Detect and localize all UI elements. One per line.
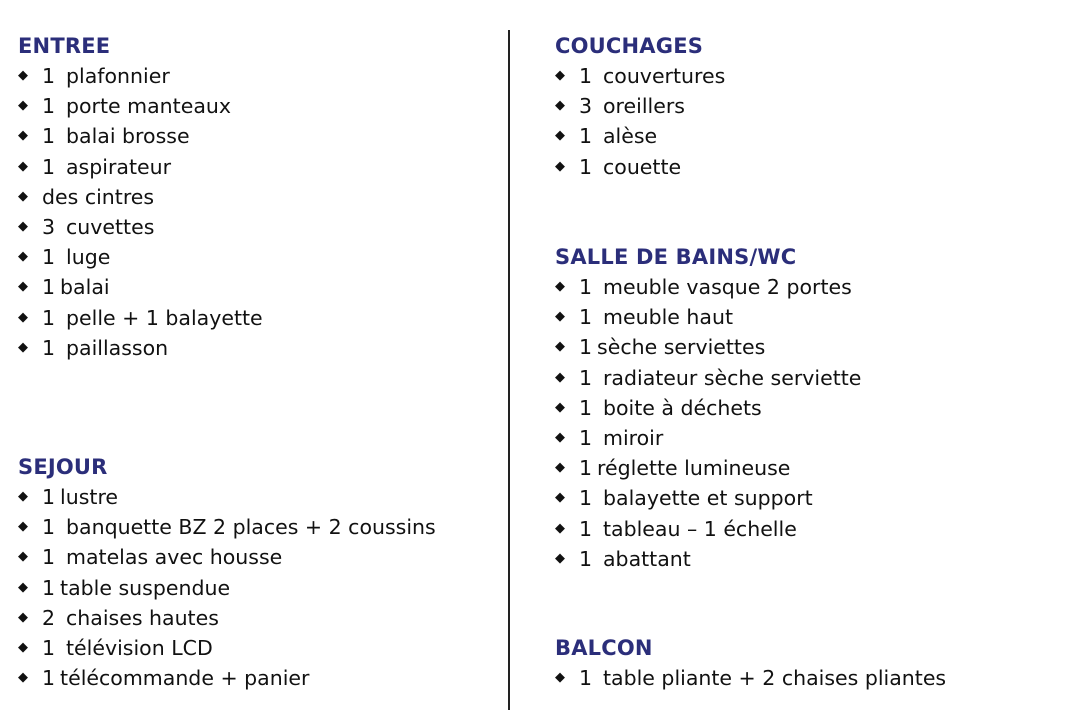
item-quantity: 1 [579,305,593,330]
item-label: paillasson [66,335,169,360]
bullet-icon: ◆ [18,279,28,295]
bullet-icon: ◆ [18,218,28,234]
item-quantity: 1 [579,395,593,420]
bullet-icon: ◆ [18,519,28,535]
item-quantity: 1 [579,154,593,179]
bullet-icon: ◆ [555,550,565,566]
item-quantity: 1 [42,275,56,300]
item-label: balayette et support [603,486,813,511]
item-label: abattant [603,546,691,571]
section-couchages [555,31,725,182]
section-title-entree: ENTREE [18,34,111,58]
item-label: couette [603,154,682,179]
bullet-icon: ◆ [18,98,28,114]
list-item [555,272,861,302]
bullet-icon: ◆ [18,309,28,325]
item-label: tableau – 1 échelle [603,516,797,541]
item-quantity: 1 [579,456,593,481]
item-quantity: 1 [579,124,593,149]
list-item [18,603,436,633]
item-list-sejour [18,482,436,693]
item-label: sèche serviettes [597,335,766,360]
bullet-icon: ◆ [555,309,565,325]
item-quantity: 1 [579,64,593,88]
item-list-salle-de-bains [555,272,861,574]
item-quantity: 1 [42,635,56,660]
item-label: luge [66,245,111,270]
item-quantity: 1 [42,305,56,330]
item-quantity: 1 [42,64,56,88]
item-list-balcon [555,663,946,693]
item-label: radiateur sèche serviette [603,365,862,390]
list-item [18,242,263,272]
list-item [555,483,861,513]
bullet-icon: ◆ [18,489,28,504]
bullet-icon: ◆ [18,68,28,83]
list-item [555,663,946,693]
item-label: table suspendue [60,575,231,600]
item-label: boite à déchets [603,395,762,420]
item-label: couvertures [603,64,726,88]
item-quantity: 1 [42,515,56,540]
list-item [18,91,263,121]
section-title-balcon: BALCON [555,636,653,660]
section-sejour [18,452,436,693]
item-label: des cintres [42,184,155,209]
item-label: miroir [603,425,664,450]
list-item [18,121,263,151]
section-salle-de-bains [555,242,861,574]
item-quantity: 2 [42,605,56,630]
item-label: matelas avec housse [66,545,283,570]
bullet-icon: ◆ [18,249,28,265]
item-quantity: 1 [42,575,56,600]
bullet-icon: ◆ [555,98,565,114]
item-quantity: 1 [579,486,593,511]
item-label: télévision LCD [66,635,213,660]
bullet-icon: ◆ [555,279,565,294]
list-item [18,573,436,603]
list-item [555,152,725,182]
section-title-sejour: SEJOUR [18,455,108,479]
item-quantity: 1 [579,546,593,571]
section-balcon [555,633,946,693]
item-quantity: 1 [579,365,593,390]
item-quantity: 1 [42,485,56,509]
item-label: table pliante + 2 chaises pliantes [603,666,947,690]
list-item [555,544,861,574]
bullet-icon: ◆ [555,520,565,536]
list-item [18,542,436,572]
item-quantity: 1 [42,154,56,179]
item-label: banquette BZ 2 places + 2 coussins [66,515,436,540]
item-label: chaises hautes [66,605,219,630]
list-item [555,393,861,423]
bullet-icon: ◆ [555,670,565,685]
item-quantity: 1 [579,425,593,450]
list-item [18,152,263,182]
item-label: alèse [603,124,658,149]
item-quantity: 1 [579,516,593,541]
list-item [555,423,861,453]
list-item [18,61,263,91]
list-item [555,121,725,151]
item-quantity: 1 [42,245,56,270]
bullet-icon: ◆ [18,609,28,625]
bullet-icon: ◆ [555,490,565,506]
item-label: lustre [60,485,119,509]
list-item [555,332,861,362]
list-item [18,212,263,242]
list-item [555,302,861,332]
item-label: cuvettes [66,214,155,239]
section-title-couchages: COUCHAGES [555,34,704,58]
item-label: réglette lumineuse [597,456,791,481]
item-label: porte manteaux [66,94,232,119]
list-item [555,61,725,91]
item-label: télécommande + panier [60,666,310,691]
item-label: meuble haut [603,305,733,330]
bullet-icon: ◆ [18,549,28,565]
list-item [555,91,725,121]
item-list-couchages [555,61,725,182]
item-label: balai brosse [66,124,190,149]
item-label: oreillers [603,94,685,119]
bullet-icon: ◆ [555,158,565,174]
bullet-icon: ◆ [18,339,28,355]
list-item [18,633,436,663]
item-list-entree [18,61,263,363]
bullet-icon: ◆ [18,128,28,144]
item-label: meuble vasque 2 portes [603,275,852,299]
section-title-salle-de-bains: SALLE DE BAINS/WC [555,245,797,269]
list-item [555,514,861,544]
list-item [555,453,861,483]
item-quantity: 1 [42,124,56,149]
list-item [18,272,263,302]
item-quantity: 3 [42,214,56,239]
list-item [555,363,861,393]
list-item [18,333,263,363]
item-label: balai [60,275,110,300]
bullet-icon: ◆ [18,670,28,686]
item-quantity: 1 [579,335,593,360]
bullet-icon: ◆ [555,339,565,355]
item-quantity: 1 [579,275,593,299]
bullet-icon: ◆ [18,579,28,595]
bullet-icon: ◆ [555,460,565,476]
list-item [18,512,436,542]
column-divider [508,30,510,710]
item-label: aspirateur [66,154,172,179]
item-label: pelle + 1 balayette [66,305,263,330]
list-item [18,663,436,693]
bullet-icon: ◆ [18,639,28,655]
bullet-icon: ◆ [18,158,28,174]
bullet-icon: ◆ [555,369,565,385]
item-quantity: 1 [42,335,56,360]
item-quantity: 3 [579,94,593,119]
bullet-icon: ◆ [555,429,565,445]
item-quantity: 1 [42,94,56,119]
bullet-icon: ◆ [555,68,565,83]
bullet-icon: ◆ [555,399,565,415]
bullet-icon: ◆ [555,128,565,144]
item-quantity: 1 [579,666,593,690]
item-quantity: 1 [42,666,56,691]
list-item [18,182,263,212]
list-item [18,303,263,333]
item-label: plafonnier [66,64,170,88]
item-quantity: 1 [42,545,56,570]
list-item [18,482,436,512]
section-entree [18,31,263,363]
bullet-icon: ◆ [18,188,28,204]
